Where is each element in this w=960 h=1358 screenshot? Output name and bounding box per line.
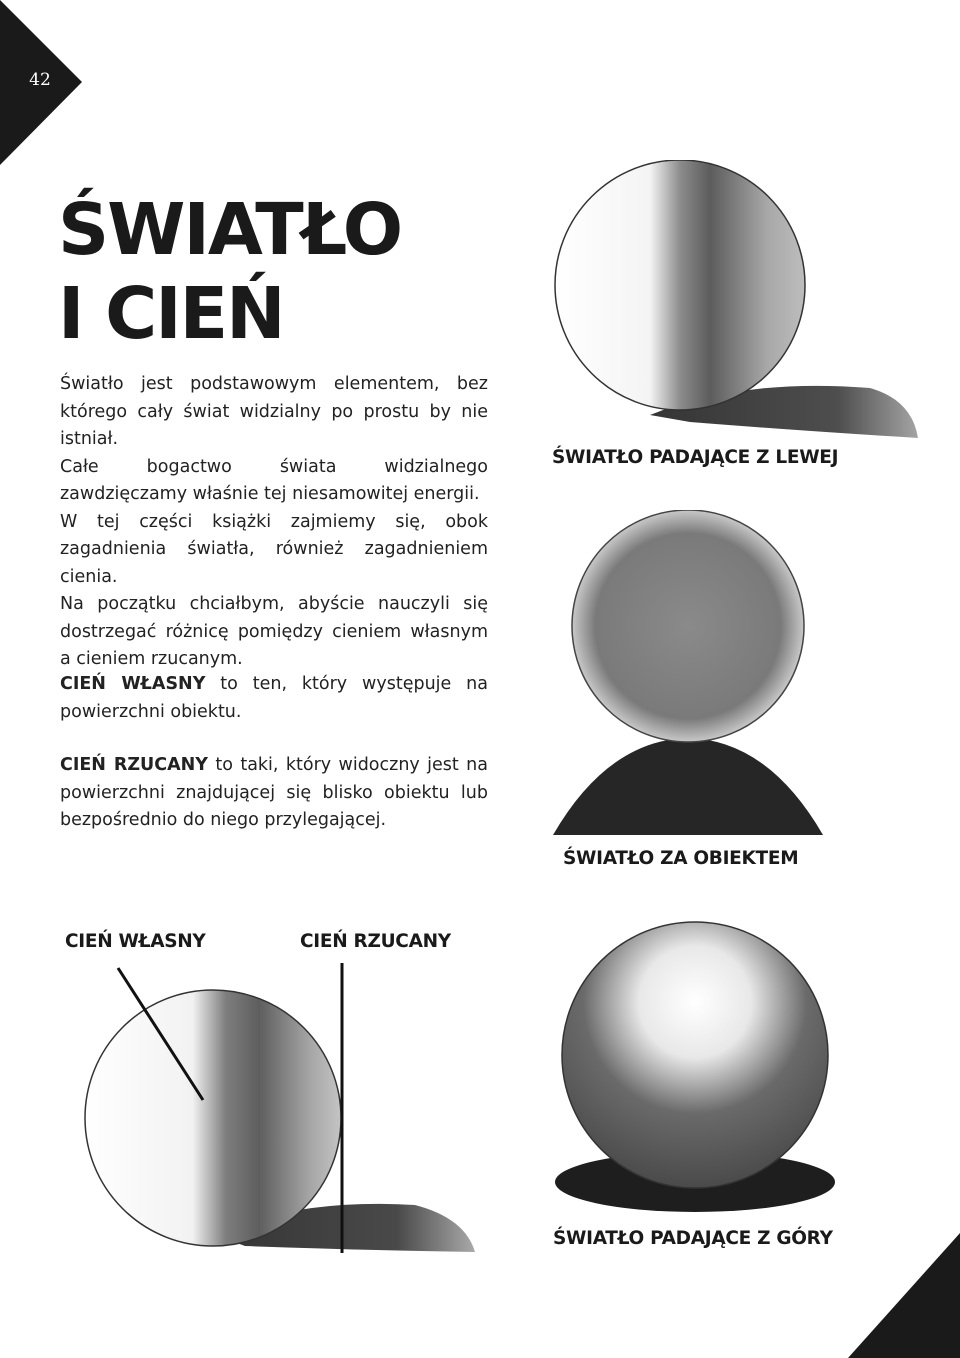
- sphere-light-top-illustration: [545, 915, 845, 1220]
- label-cast-shadow: CIEŃ RZUCANY: [300, 931, 451, 952]
- intro-paragraph: Na początku chciałbym, abyście nauczyli się dostrzegać różnicę pomiędzy cieniem własnym a cieniem rzucanym.: [60, 594, 488, 669]
- definition-cast-shadow: [60, 752, 488, 835]
- title-line-1: ŚWIATŁO: [58, 188, 402, 271]
- caption-light-left: ŚWIATŁO PADAJĄCE Z LEWEJ: [552, 447, 839, 468]
- page-title: [58, 188, 401, 356]
- sphere-light-left-illustration: [540, 160, 930, 450]
- caption-light-behind: ŚWIATŁO ZA OBIEKTEM: [563, 848, 799, 869]
- page-number: 42: [29, 70, 51, 90]
- sphere-backlit-illustration: [548, 510, 828, 840]
- definition-text: to taki, który widoczny jest na powierzchni znajdującej się blisko obiektu lub bezpośrednio do niego przylegającej.: [60, 755, 488, 830]
- definition-text: to ten, który występuje na powierzchni obiektu.: [60, 674, 488, 722]
- sphere-shadow-types-illustration: [55, 960, 485, 1260]
- title-line-2: I CIEŃ: [58, 272, 284, 355]
- intro-paragraph: W tej części książki zajmiemy się, obok zagadnienia światła, również zagadnieniem cienia.: [60, 511, 488, 587]
- intro-paragraph: Całe bogactwo świata widzialnego zawdzięczamy właśnie tej niesamowitej energii.: [60, 456, 488, 504]
- caption-light-top: ŚWIATŁO PADAJĄCE Z GÓRY: [553, 1228, 833, 1249]
- page-corner-tab: [0, 0, 82, 165]
- intro-paragraph: Światło jest podstawowym elementem, bez którego cały świat widzialny po prostu by nie istniał.: [60, 374, 488, 449]
- definition-term: CIEŃ RZUCANY: [60, 755, 208, 775]
- definition-term: CIEŃ WŁASNY: [60, 674, 206, 694]
- intro-text: [60, 371, 488, 674]
- bottom-right-corner: [848, 1233, 960, 1358]
- definition-own-shadow: [60, 671, 488, 726]
- label-own-shadow: CIEŃ WŁASNY: [65, 931, 206, 952]
